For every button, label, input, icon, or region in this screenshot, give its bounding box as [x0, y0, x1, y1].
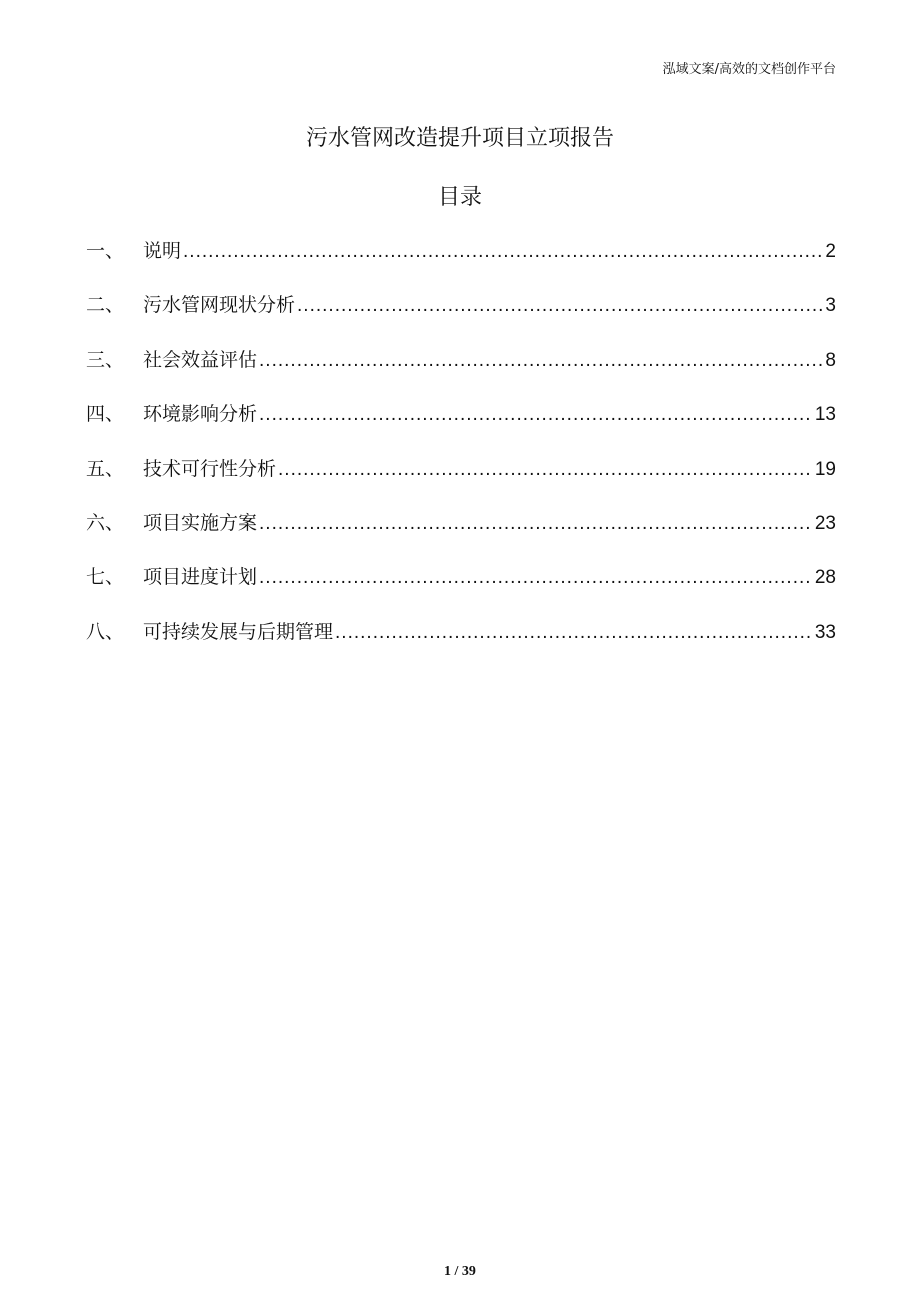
toc-entry[interactable] [86, 508, 836, 562]
toc-entry[interactable] [86, 562, 836, 616]
toc-entry-number: 一、 [86, 240, 125, 262]
toc-entry-page: 13 [814, 404, 836, 426]
toc-entry-page: 28 [814, 567, 836, 589]
toc-entry-number: 八、 [86, 620, 125, 643]
toc-leader-dots [278, 459, 813, 481]
toc-entry-label: 社会效益评估 [143, 348, 258, 371]
toc-entry[interactable] [86, 290, 836, 344]
toc-entry-label: 技术可行性分析 [143, 457, 277, 480]
toc-entry-label: 项目进度计划 [143, 566, 258, 589]
toc-entry-page: 23 [814, 512, 836, 534]
toc-entry-number: 三、 [86, 348, 125, 371]
toc-entry-label: 污水管网现状分析 [143, 294, 296, 317]
document-title: 污水管网改造提升项目立项报告 [305, 126, 614, 151]
toc-entry-page: 2 [825, 241, 836, 262]
toc-entry[interactable] [86, 345, 836, 399]
toc-leader-dots [335, 622, 813, 644]
toc-heading: 目录 [437, 185, 482, 210]
table-of-contents [86, 236, 836, 671]
toc-entry-label: 环境影响分析 [143, 403, 258, 426]
toc-entry-label: 说明 [143, 240, 182, 262]
toc-entry-page: 33 [814, 621, 836, 643]
toc-leader-dots [259, 350, 823, 372]
page-indicator: 1 / 39 [444, 1264, 476, 1279]
toc-entry-page: 8 [825, 349, 836, 371]
toc-entry[interactable] [86, 617, 836, 671]
toc-leader-dots [183, 241, 823, 263]
toc-entry[interactable] [86, 399, 836, 453]
toc-leader-dots [259, 513, 813, 535]
toc-entry[interactable] [86, 454, 836, 508]
toc-entry-number: 七、 [86, 566, 125, 589]
toc-leader-dots [297, 295, 823, 317]
toc-entry-number: 二、 [86, 294, 125, 317]
toc-entry-page: 19 [814, 458, 836, 480]
toc-entry-number: 五、 [86, 457, 125, 480]
toc-entry-label: 可持续发展与后期管理 [143, 620, 334, 643]
toc-entry-page: 3 [825, 295, 836, 317]
toc-entry-label: 项目实施方案 [143, 511, 258, 534]
toc-entry[interactable] [86, 236, 836, 290]
toc-entry-number: 六、 [86, 511, 125, 534]
page-header: 泓域文案/高效的文档创作平台 [662, 62, 836, 77]
toc-entry-number: 四、 [86, 403, 125, 426]
toc-leader-dots [259, 404, 813, 426]
toc-leader-dots [259, 567, 813, 589]
